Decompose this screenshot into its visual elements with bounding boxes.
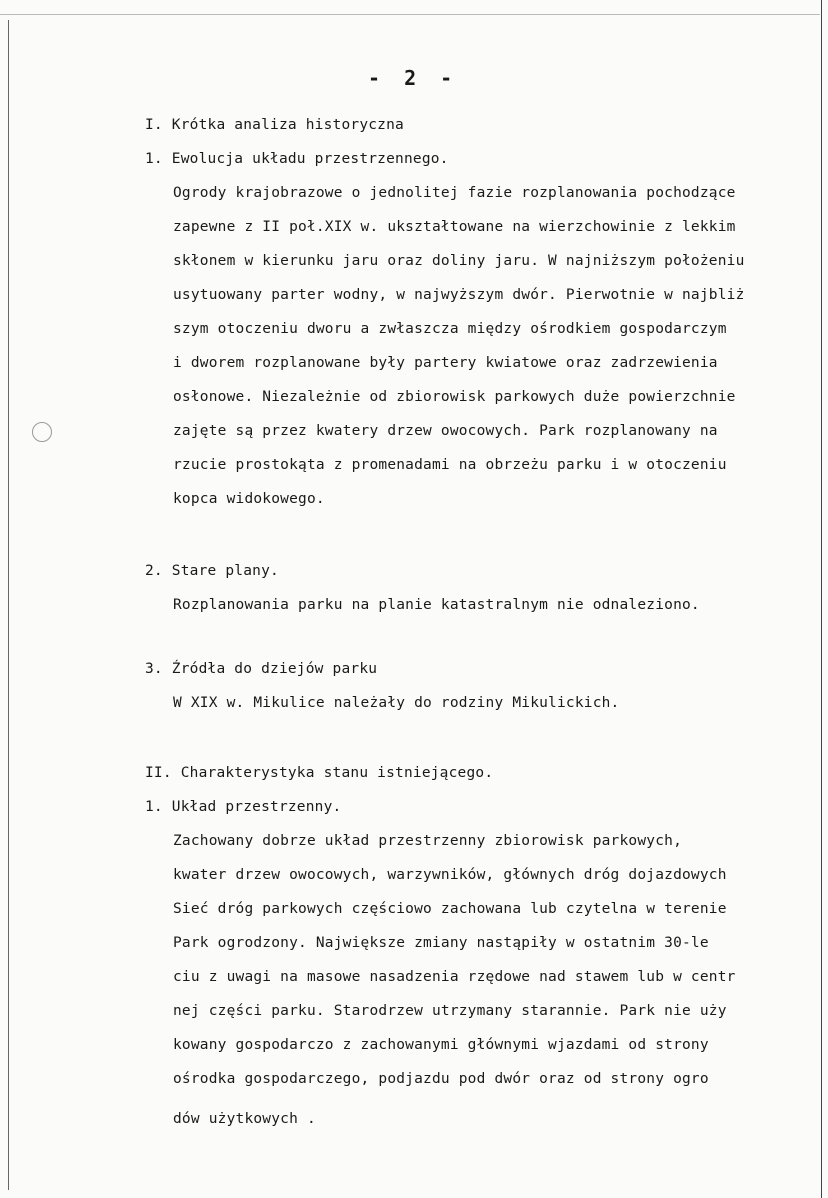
body-line: zapewne z II poł.XIX w. ukształtowane na wierzchowinie z lekkim: [173, 219, 736, 235]
body-line: dów użytkowych .: [173, 1111, 316, 1127]
page-left-edge: [8, 20, 9, 1190]
body-line: osłonowe. Niezależnie od zbiorowisk parkowych duże powierzchnie: [173, 389, 736, 405]
body-line: Zachowany dobrze układ przestrzenny zbiorowisk parkowych,: [173, 833, 682, 849]
body-line: skłonem w kierunku jaru oraz doliny jaru. W najniższym położeniu: [173, 253, 745, 269]
body-line: rzucie prostokąta z promenadami na obrzeżu parku i w otoczeniu: [173, 457, 727, 473]
body-line: i dworem rozplanowane były partery kwiatowe oraz zadrzewienia: [173, 355, 718, 371]
body-line: kowany gospodarczo z zachowanymi głównymi wjazdami od strony: [173, 1037, 709, 1053]
body-line: Park ogrodzony. Największe zmiany nastąpiły w ostatnim 30-le: [173, 935, 709, 951]
body-line: W XIX w. Mikulice należały do rodziny Mikulickich.: [173, 695, 620, 711]
page-top-edge: [0, 14, 820, 15]
body-line: nej części parku. Starodrzew utrzymany starannie. Park nie uży: [173, 1003, 727, 1019]
body-line: usytuowany parter wodny, w najwyższym dwór. Pierwotnie w najbliż: [173, 287, 745, 303]
punch-hole-mark: [32, 422, 52, 442]
body-line: zajęte są przez kwatery drzew owocowych. Park rozplanowany na: [173, 423, 718, 439]
subsection-heading: 1. Układ przestrzenny.: [145, 799, 342, 815]
body-line: kwater drzew owocowych, warzywników, głównych dróg dojazdowych: [173, 867, 727, 883]
page-right-edge: [821, 0, 822, 1198]
body-line: ciu z uwagi na masowe nasadzenia rzędowe nad stawem lub w centr: [173, 969, 736, 985]
section-2-heading: II. Charakterystyka stanu istniejącego.: [145, 765, 494, 781]
subsection-heading: 1. Ewolucja układu przestrzennego.: [145, 151, 449, 167]
page-number: - 2 -: [368, 66, 459, 90]
subsection-heading: 2. Stare plany.: [145, 563, 279, 579]
body-line: szym otoczeniu dworu a zwłaszcza między ośrodkiem gospodarczym: [173, 321, 727, 337]
body-line: ośrodka gospodarczego, podjazdu pod dwór oraz od strony ogro: [173, 1071, 709, 1087]
body-line: Sieć dróg parkowych częściowo zachowana lub czytelna w terenie: [173, 901, 727, 917]
body-line: Rozplanowania parku na planie katastralnym nie odnaleziono.: [173, 597, 700, 613]
subsection-heading: 3. Źródła do dziejów parku: [145, 661, 378, 677]
body-line: kopca widokowego.: [173, 491, 325, 507]
section-1-heading: I. Krótka analiza historyczna: [145, 117, 404, 133]
body-line: Ogrody krajobrazowe o jednolitej fazie rozplanowania pochodzące: [173, 185, 736, 201]
